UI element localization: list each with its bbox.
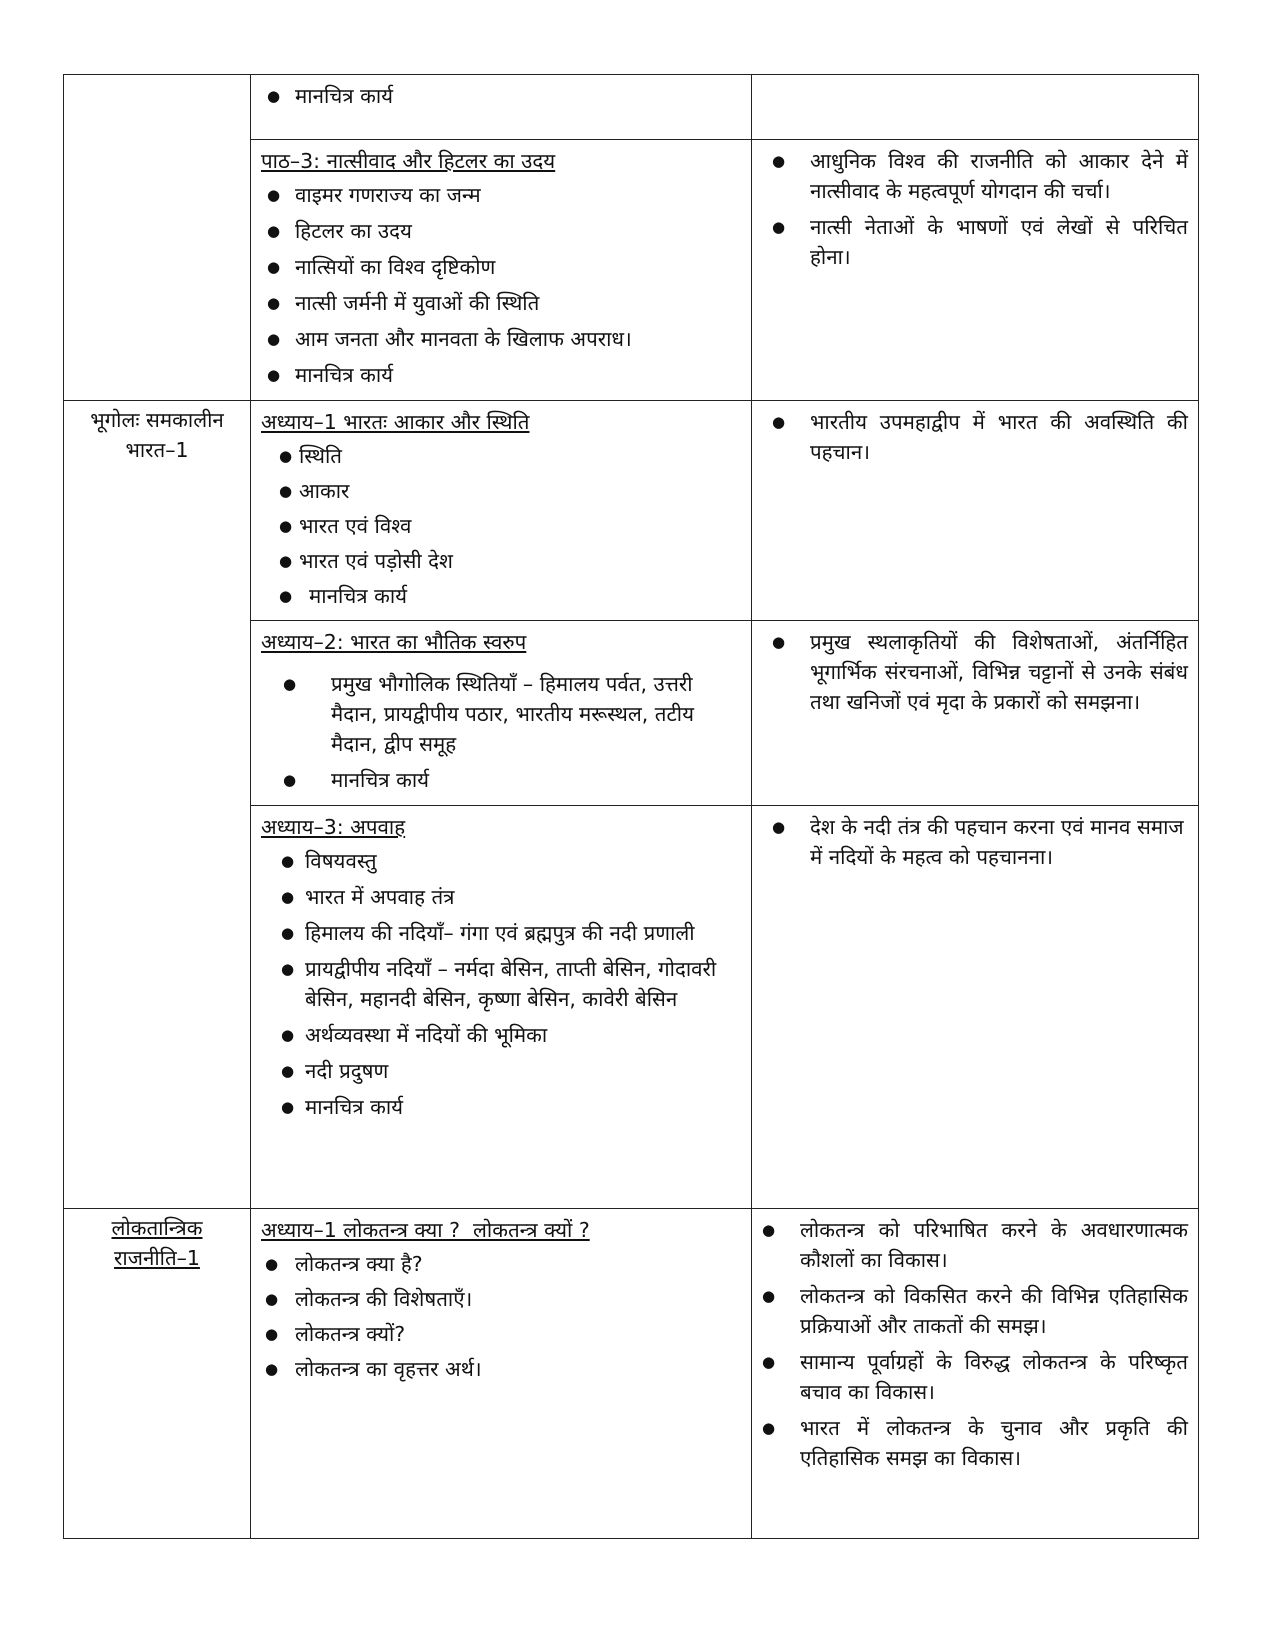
- objective-list: [752, 1215, 1188, 1473]
- list-item: ● नात्सी नेताओं के भाषणों एवं लेखों से परिचित होना।: [762, 212, 1188, 272]
- content-cell: [251, 140, 752, 401]
- chapter-title: अध्याय–3: अपवाह: [261, 815, 406, 839]
- topic-list: [261, 669, 741, 795]
- list-item: ● वाइमर गणराज्य का जन्म: [261, 180, 741, 210]
- subject-name-line: भारत–1: [125, 438, 189, 462]
- list-item: ● लोकतन्त्र को परिभाषित करने के अवधारणात्मक कौशलों का विकास।: [752, 1215, 1188, 1275]
- list-item: ● प्रायद्वीपीय नदियाँ – नर्मदा बेसिन, ताप्ती बेसिन, गोदावरी बेसिन, महानदी बेसिन, कृष्णा बेसिन, कावेरी बेसिन: [275, 954, 741, 1014]
- list-item: ● भारत में लोकतन्त्र के चुनाव और प्रकृति की एतिहासिक समझ का विकास।: [752, 1413, 1188, 1473]
- topic-list: [261, 81, 741, 111]
- objective-list: [762, 407, 1188, 467]
- objective-list: [762, 812, 1188, 872]
- chapter-title: अध्याय–2: भारत का भौतिक स्वरुप: [261, 630, 527, 654]
- subject-name-line: राजनीति–1: [114, 1246, 200, 1270]
- topic-list: [261, 846, 741, 1122]
- topic-list: [261, 1249, 741, 1384]
- list-item: ● अर्थव्यवस्था में नदियों की भूमिका: [275, 1020, 741, 1050]
- list-item: ● मानचित्र कार्य: [261, 765, 741, 795]
- list-item: ● नात्सियों का विश्व दृष्टिकोण: [261, 252, 741, 282]
- objective-cell: [752, 1209, 1199, 1539]
- list-item: ● भारत में अपवाह तंत्र: [275, 882, 741, 912]
- subject-name-line: लोकतान्त्रिक: [111, 1216, 203, 1240]
- subject-cell-geography: [64, 401, 251, 1209]
- list-item: ● हिटलर का उदय: [261, 216, 741, 246]
- objective-cell: [752, 75, 1199, 140]
- objective-list: [762, 146, 1188, 272]
- objective-cell: [752, 621, 1199, 806]
- list-item: ● मानचित्र कार्य: [279, 581, 741, 611]
- content-cell: [251, 401, 752, 621]
- topic-list: [261, 441, 741, 611]
- list-item: ● भारतीय उपमहाद्वीप में भारत की अवस्थिति की पहचान।: [762, 407, 1188, 467]
- objective-list: [762, 627, 1188, 717]
- content-cell: [251, 806, 752, 1209]
- objective-cell: [752, 806, 1199, 1209]
- table-row: [64, 401, 1199, 621]
- list-item: ● भारत एवं विश्व: [279, 511, 741, 541]
- chapter-title: अध्याय–1 भारतः आकार और स्थिति: [261, 410, 530, 434]
- content-cell: [251, 1209, 752, 1539]
- subject-cell-history: [64, 75, 251, 401]
- list-item: ● मानचित्र कार्य: [261, 81, 741, 111]
- objective-cell: [752, 401, 1199, 621]
- syllabus-table: [63, 74, 1199, 1539]
- table-row: [64, 1209, 1199, 1539]
- list-item: ● लोकतन्त्र क्यों?: [265, 1319, 741, 1349]
- list-item: ● मानचित्र कार्य: [261, 360, 741, 390]
- objective-cell: [752, 140, 1199, 401]
- table-row: [64, 75, 1199, 140]
- list-item: ● आधुनिक विश्व की राजनीति को आकार देने में नात्सीवाद के महत्वपूर्ण योगदान की चर्चा।: [762, 146, 1188, 206]
- list-item: ● लोकतन्त्र की विशेषताएँ।: [265, 1284, 741, 1314]
- topic-list: [261, 180, 741, 390]
- list-item: ● नात्सी जर्मनी में युवाओं की स्थिति: [261, 288, 741, 318]
- content-cell: [251, 621, 752, 806]
- list-item: ● मानचित्र कार्य: [275, 1092, 741, 1122]
- list-item: ● लोकतन्त्र को विकसित करने की विभिन्न एतिहासिक प्रक्रियाओं और ताकतों की समझ।: [752, 1281, 1188, 1341]
- chapter-title: पाठ–3: नात्सीवाद और हिटलर का उदय: [261, 149, 556, 173]
- list-item: ● सामान्य पूर्वाग्रहों के विरुद्ध लोकतन्त्र के परिष्कृत बचाव का विकास।: [752, 1347, 1188, 1407]
- subject-cell-political-science: [64, 1209, 251, 1539]
- list-item: ● स्थिति: [279, 441, 741, 471]
- list-item: ● नदी प्रदुषण: [275, 1056, 741, 1086]
- list-item: ● प्रमुख स्थलाकृतियों की विशेषताओं, अंतर्निहित भूगार्भिक संरचनाओं, विभिन्न चट्टानों से उनके संबंध तथा खनिजों एवं मृदा के प्रकारों को समझना।: [762, 627, 1188, 717]
- chapter-title: अध्याय–1 लोकतन्त्र क्या ? लोकतन्त्र क्यों ?: [261, 1218, 590, 1242]
- list-item: ● प्रमुख भौगोलिक स्थितियाँ – हिमालय पर्वत, उत्तरी मैदान, प्रायद्वीपीय पठार, भारतीय मरूस्थल, तटीय मैदान, द्वीप समूह: [261, 669, 741, 759]
- list-item: ● लोकतन्त्र क्या है?: [265, 1249, 741, 1279]
- list-item: ● हिमालय की नदियाँ– गंगा एवं ब्रह्मपुत्र की नदी प्रणाली: [275, 918, 741, 948]
- list-item: ● विषयवस्तु: [275, 846, 741, 876]
- list-item: ● लोकतन्त्र का वृहत्तर अर्थ।: [265, 1354, 741, 1384]
- list-item: ● भारत एवं पड़ोसी देश: [279, 546, 741, 576]
- list-item: ● देश के नदी तंत्र की पहचान करना एवं मानव समाज में नदियों के महत्व को पहचानना।: [762, 812, 1188, 872]
- list-item: ● आम जनता और मानवता के खिलाफ अपराध।: [261, 324, 741, 354]
- content-cell: [251, 75, 752, 140]
- list-item: ● आकार: [279, 476, 741, 506]
- subject-name-line: भूगोलः समकालीन: [90, 408, 224, 432]
